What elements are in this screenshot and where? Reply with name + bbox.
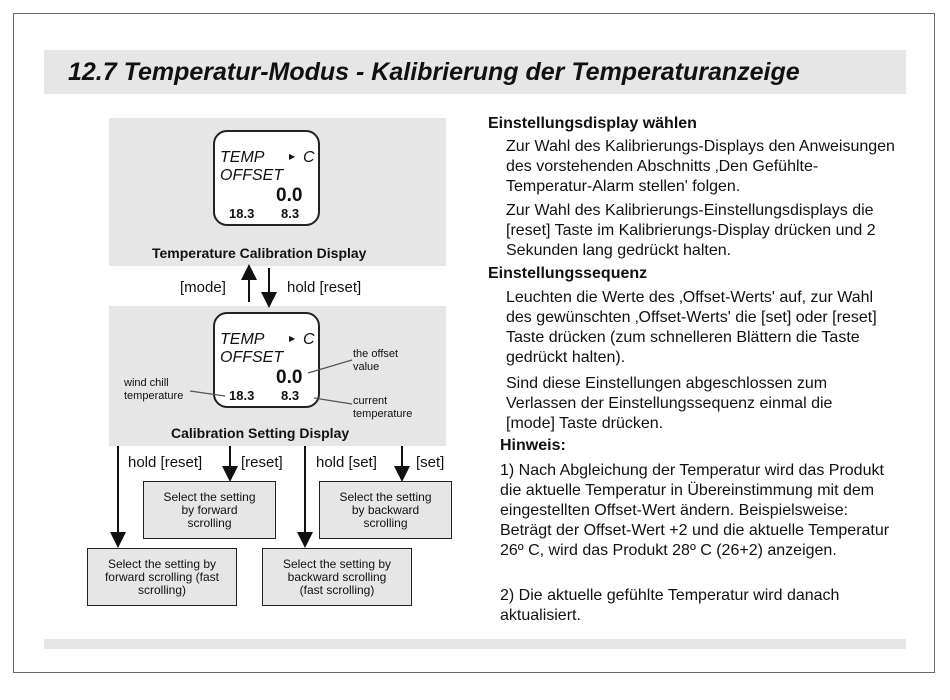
box-backward-scrolling: Select the setting by backward scrolling bbox=[319, 481, 452, 539]
lcd-temp-label: TEMP bbox=[220, 149, 265, 166]
para-kalibrierungs-display: Zur Wahl des Kalibrierungs-Displays den Anweisungen des vorstehenden Abschnitts ‚Den Gefühlte-Temperatur-Alarm stellen' folgen. bbox=[506, 138, 895, 195]
page-title: 12.7 Temperatur-Modus - Kalibrierung der Temperaturanzeige bbox=[68, 58, 800, 86]
lcd-unit: C bbox=[303, 331, 315, 348]
lcd-offset-label: OFFSET bbox=[220, 349, 284, 366]
box-forward-fast-scrolling: Select the setting by forward scrolling (fast scrolling) bbox=[87, 548, 237, 606]
heading-einstellungsdisplay: Einstellungsdisplay wählen bbox=[488, 115, 697, 132]
box-backward-fast-scrolling: Select the setting by backward scrolling (fast scrolling) bbox=[262, 548, 412, 606]
lcd-unit: C bbox=[303, 149, 315, 166]
lcd-offset-value: 0.0 bbox=[276, 185, 303, 206]
lcd-left-value: 18.3 bbox=[229, 206, 255, 221]
note-offset-value: the offset value bbox=[353, 348, 399, 373]
hold-reset-label: hold [reset] bbox=[287, 279, 362, 296]
mode-label: [mode] bbox=[180, 279, 226, 296]
branch-hold-set-label: hold [set] bbox=[316, 454, 377, 471]
display1-caption: Temperature Calibration Display bbox=[152, 245, 367, 261]
pointer-offset-value bbox=[308, 360, 352, 373]
para-einstellungsdisplay: Zur Wahl des Kalibrierungs-Einstellungsdisplays die [reset] Taste im Kalibrierungs-Display drücken und 2 Sekunden lang gedrückt halten. bbox=[506, 202, 876, 259]
heading-einstellungssequenz: Einstellungssequenz bbox=[488, 265, 648, 282]
display2-caption: Calibration Setting Display bbox=[171, 425, 350, 441]
lcd-temp-label: TEMP bbox=[220, 331, 265, 348]
lcd-right-value: 8.3 bbox=[281, 388, 300, 403]
para-offset-werte: Leuchten die Werte des ‚Offset-Werts' auf, zur Wahl des gewünschten ‚Offset-Werts' die [set] oder [reset] Taste drücken (zum schnelleren Blättern die Taste gedrückt halten). bbox=[506, 289, 877, 366]
lcd-offset-value: 0.0 bbox=[276, 367, 303, 388]
branch-set-label: [set] bbox=[416, 454, 445, 471]
note-wind-chill: wind chill temperature bbox=[124, 377, 184, 402]
lcd-offset-label: OFFSET bbox=[220, 167, 284, 184]
branch-hold-reset-label: hold [reset] bbox=[128, 454, 203, 471]
note-current-temperature: current temperature bbox=[353, 395, 413, 420]
branch-reset-label: [reset] bbox=[241, 454, 283, 471]
lcd-left-value: 18.3 bbox=[229, 388, 255, 403]
lcd-arrow-icon: ▶ bbox=[289, 334, 296, 343]
box-forward-scrolling: Select the setting by forward scrolling bbox=[143, 481, 276, 539]
para-hinweis-2: 2) Die aktuelle gefühlte Temperatur wird danach aktualisiert. bbox=[500, 587, 840, 624]
pointer-wind-chill bbox=[190, 391, 225, 396]
para-verlassen: Sind diese Einstellungen abgeschlossen zum Verlassen der Einstellungssequenz einmal die [mode] Taste drücken. bbox=[506, 375, 833, 432]
heading-hinweis: Hinweis: bbox=[500, 437, 566, 454]
pointer-current-temperature bbox=[314, 398, 352, 404]
para-hinweis-1: 1) Nach Abgleichung der Temperatur wird das Produkt die aktuelle Temperatur in Übereinstimmung mit dem eingestellten Offset-Wert ändern. Beispielsweise: Beträgt der Offset-Wert +2 und die aktuelle Temperatur 26º C, wird das Produkt 28º C (26+2) anzeigen. bbox=[500, 462, 890, 559]
lcd-right-value: 8.3 bbox=[281, 206, 300, 221]
footer-bar bbox=[44, 639, 906, 649]
lcd-arrow-icon: ▶ bbox=[289, 152, 296, 161]
